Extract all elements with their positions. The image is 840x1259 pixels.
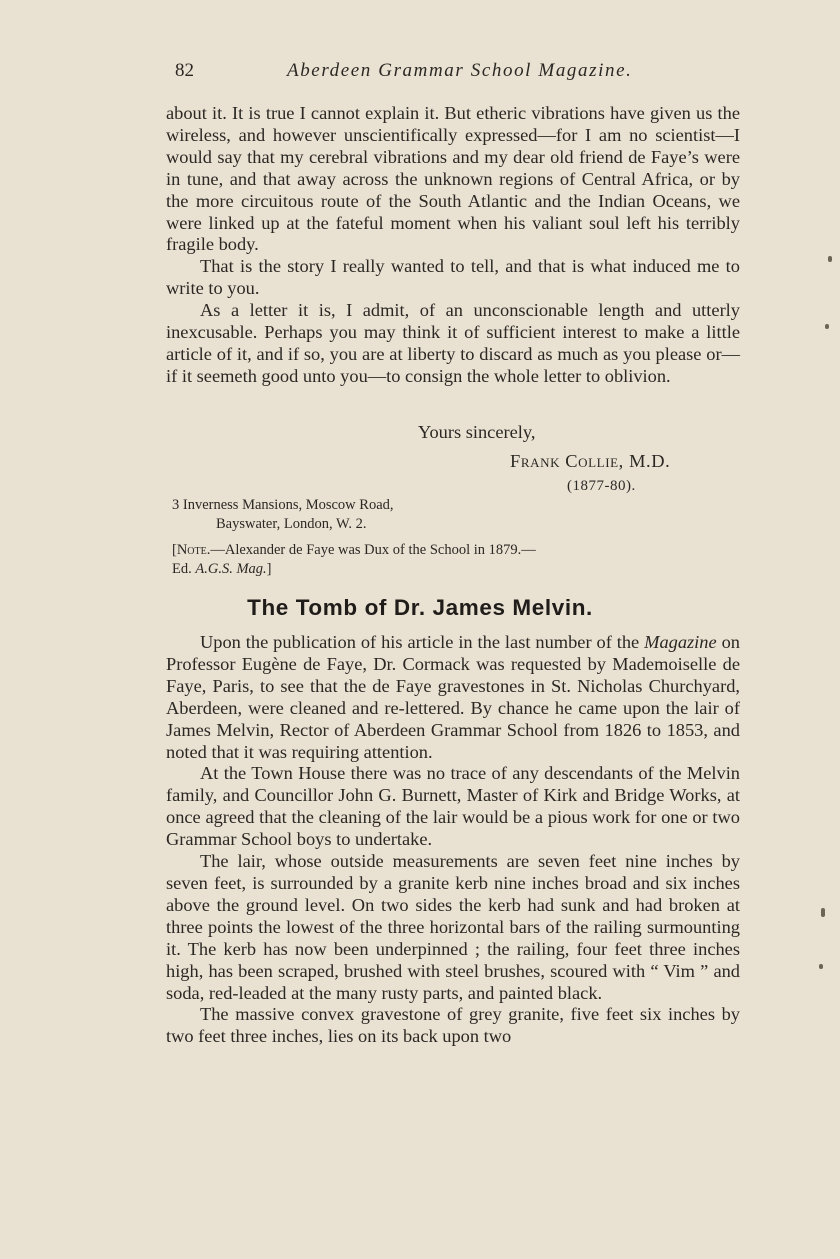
note-ed: Ed. bbox=[172, 560, 192, 577]
signature bbox=[510, 451, 670, 472]
article-text: Upon the publication of his article in the last number of the bbox=[200, 632, 640, 652]
note-label: [Note. bbox=[172, 542, 211, 558]
article-paragraph: At the Town House there was no trace of any descendants of the Melvin family, and Councillor John G. Burnett, Master of Kirk and Bridge Works, at once agreed that the cleaning of the lair would be a pious work for one or two Grammar School boys to undertake. bbox=[166, 763, 740, 850]
letter-closing: Yours sincerely, bbox=[418, 422, 536, 442]
paper-speck bbox=[828, 256, 832, 262]
note-text: —Alexander de Faye was Dux of the School in 1879.— bbox=[210, 542, 536, 558]
signature-degree: M.D. bbox=[629, 451, 671, 471]
letter-body bbox=[166, 103, 740, 388]
editor-note bbox=[172, 541, 738, 578]
address-line: Bayswater, London, W. 2. bbox=[216, 515, 367, 532]
article-body bbox=[166, 632, 740, 1048]
sender-address bbox=[172, 496, 394, 533]
running-title: Aberdeen Grammar School Magazine. bbox=[287, 60, 633, 81]
letter-paragraph: As a letter it is, I admit, of an unconscionable length and utterly inexcusable. Perhaps you may think it of sufficient interest to make a little article of it, and if so, you are at liberty to discard as much as you please or—if it seemeth good unto you—to consign the whole letter to oblivion. bbox=[166, 300, 740, 386]
article-text: on Professor Eugène de Faye, Dr. Cormack was requested by Mademoiselle de Faye, Paris, to see that the de Faye gravestones in St. Nicholas Churchyard, Aberdeen, were cleaned and re-lettered. By chance he came upon the lair of James Melvin, Rector of Aberdeen Grammar School from 1826 to 1853, and noted that it was requiring attention. bbox=[166, 632, 740, 762]
address-line: 3 Inverness Mansions, Moscow Road, bbox=[172, 497, 394, 513]
article-paragraph bbox=[166, 632, 740, 763]
paper-speck bbox=[825, 324, 829, 329]
letter-paragraph: That is the story I really wanted to tell, and that is what induced me to write to you. bbox=[166, 256, 740, 299]
paper-speck bbox=[819, 964, 823, 969]
article-paragraph: The massive convex gravestone of grey granite, five feet six inches by two feet three inches, lies on its back upon two bbox=[166, 1004, 740, 1047]
page-number: 82 bbox=[175, 60, 194, 81]
magazine-italic: Magazine bbox=[644, 632, 717, 652]
article-paragraph: The lair, whose outside measurements are seven feet nine inches by seven feet, is surrounded by a granite kerb nine inches broad and six inches above the ground level. On two sides the kerb had sunk and had broken at three points the lowest of the three horizontal bars of the railing surmounting it. The kerb has now been underpinned ; the railing, four feet three inches high, has been scraped, brushed with steel brushes, scoured with “ Vim ” and soda, red-leaded at the many rusty parts, and painted black. bbox=[166, 851, 740, 1003]
note-close: ] bbox=[266, 560, 272, 577]
note-magazine: A.G.S. Mag. bbox=[195, 560, 267, 577]
signature-years: (1877-80). bbox=[567, 478, 636, 494]
signature-name: Frank Collie, bbox=[510, 451, 624, 471]
page-header bbox=[175, 60, 740, 86]
letter-paragraph: about it. It is true I cannot explain it. But etheric vibrations have given us the wireless, and however unscientifically expressed—for I am no scientist—I would say that my cerebral vibrations and my dear old friend de Faye’s were in tune, and that away across the unknown regions of Central Africa, or by the more circuitous route of the South Atlantic and the Indian Oceans, we were linked up at the fateful moment when his valiant soul left his terribly fragile body. bbox=[166, 103, 740, 255]
article-title: The Tomb of Dr. James Melvin. bbox=[247, 595, 593, 620]
paper-speck bbox=[821, 908, 825, 917]
